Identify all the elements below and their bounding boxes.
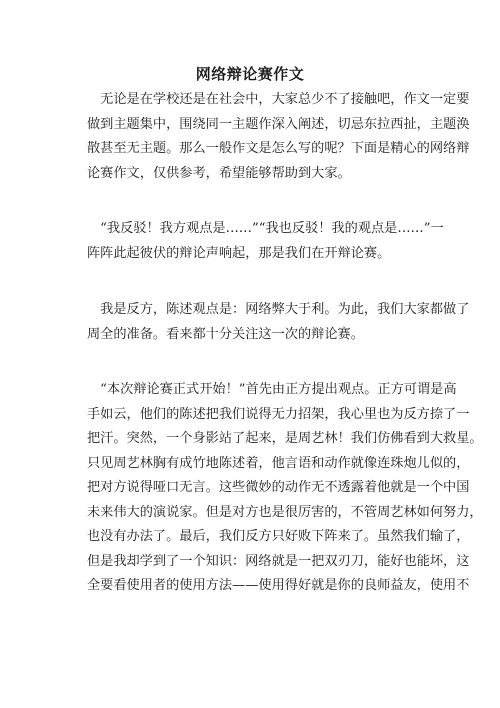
text-line: 把对方说得哑口无言。这些微妙的动作无不透露着他就是一个中国 xyxy=(87,480,470,495)
paragraph-debate-start xyxy=(87,378,483,599)
paragraph-debate-voices xyxy=(87,217,444,266)
text-line: 手如云，他们的陈述把我们说得无力招架，我心里也为反方捺了一 xyxy=(87,406,470,422)
document-title: 网络辩论赛作文 xyxy=(195,65,305,83)
text-line: 做到主题集中，围绕同一主题作深入阐述，切忌东拉西扯，主题涣 xyxy=(87,116,470,132)
text-line: 我是反方，陈述观点是：网络弊大于利。为此，我们大家都做了 xyxy=(87,302,470,317)
text-line: 但是我却学到了一个知识：网络就是一把双刃刀，能好也能坏，这 xyxy=(87,553,470,569)
paragraph-opposition-view xyxy=(87,298,470,347)
text-line: 散甚至无主题。那么一般作文是怎么写的呢？下面是精心的网络辩 xyxy=(87,141,470,156)
text-line: 只见周艺林胸有成竹地陈述着，他言语和动作就像连珠炮儿似的， xyxy=(87,455,470,471)
text-line: 全要看使用者的使用方法——使用得好就是你的良师益友，使用不 xyxy=(87,578,470,593)
text-line: 周全的准备。看来都十分关注这一次的辩论赛。 xyxy=(87,326,364,342)
text-line: 无论是在学校还是在社会中，大家总少不了接触吧，作文一定要 xyxy=(87,92,470,107)
text-line: 也没有办法了。最后，我们反方只好败下阵来了。虽然我们输了， xyxy=(87,529,470,544)
text-line: “本次辩论赛正式开始！”首先由正方提出观点。正方可谓是高 xyxy=(87,382,457,397)
text-line: “我反驳！我方观点是……”“我也反驳！我的观点是……”一 xyxy=(87,221,444,236)
paragraph-intro xyxy=(87,88,470,186)
text-line: 未来伟大的演说家。但是对方也是很厉害的，不管周艺林如何努力， xyxy=(87,504,483,520)
text-line: 论赛作文，仅供参考，希望能够帮助到大家。 xyxy=(87,165,351,181)
text-line: 阵阵此起彼伏的辩论声响起，那是我们在开辩论赛。 xyxy=(87,245,391,261)
text-line: 把汗。突然，一个身影站了起来，是周艺林！我们仿佛看到大救星。 xyxy=(87,431,483,446)
